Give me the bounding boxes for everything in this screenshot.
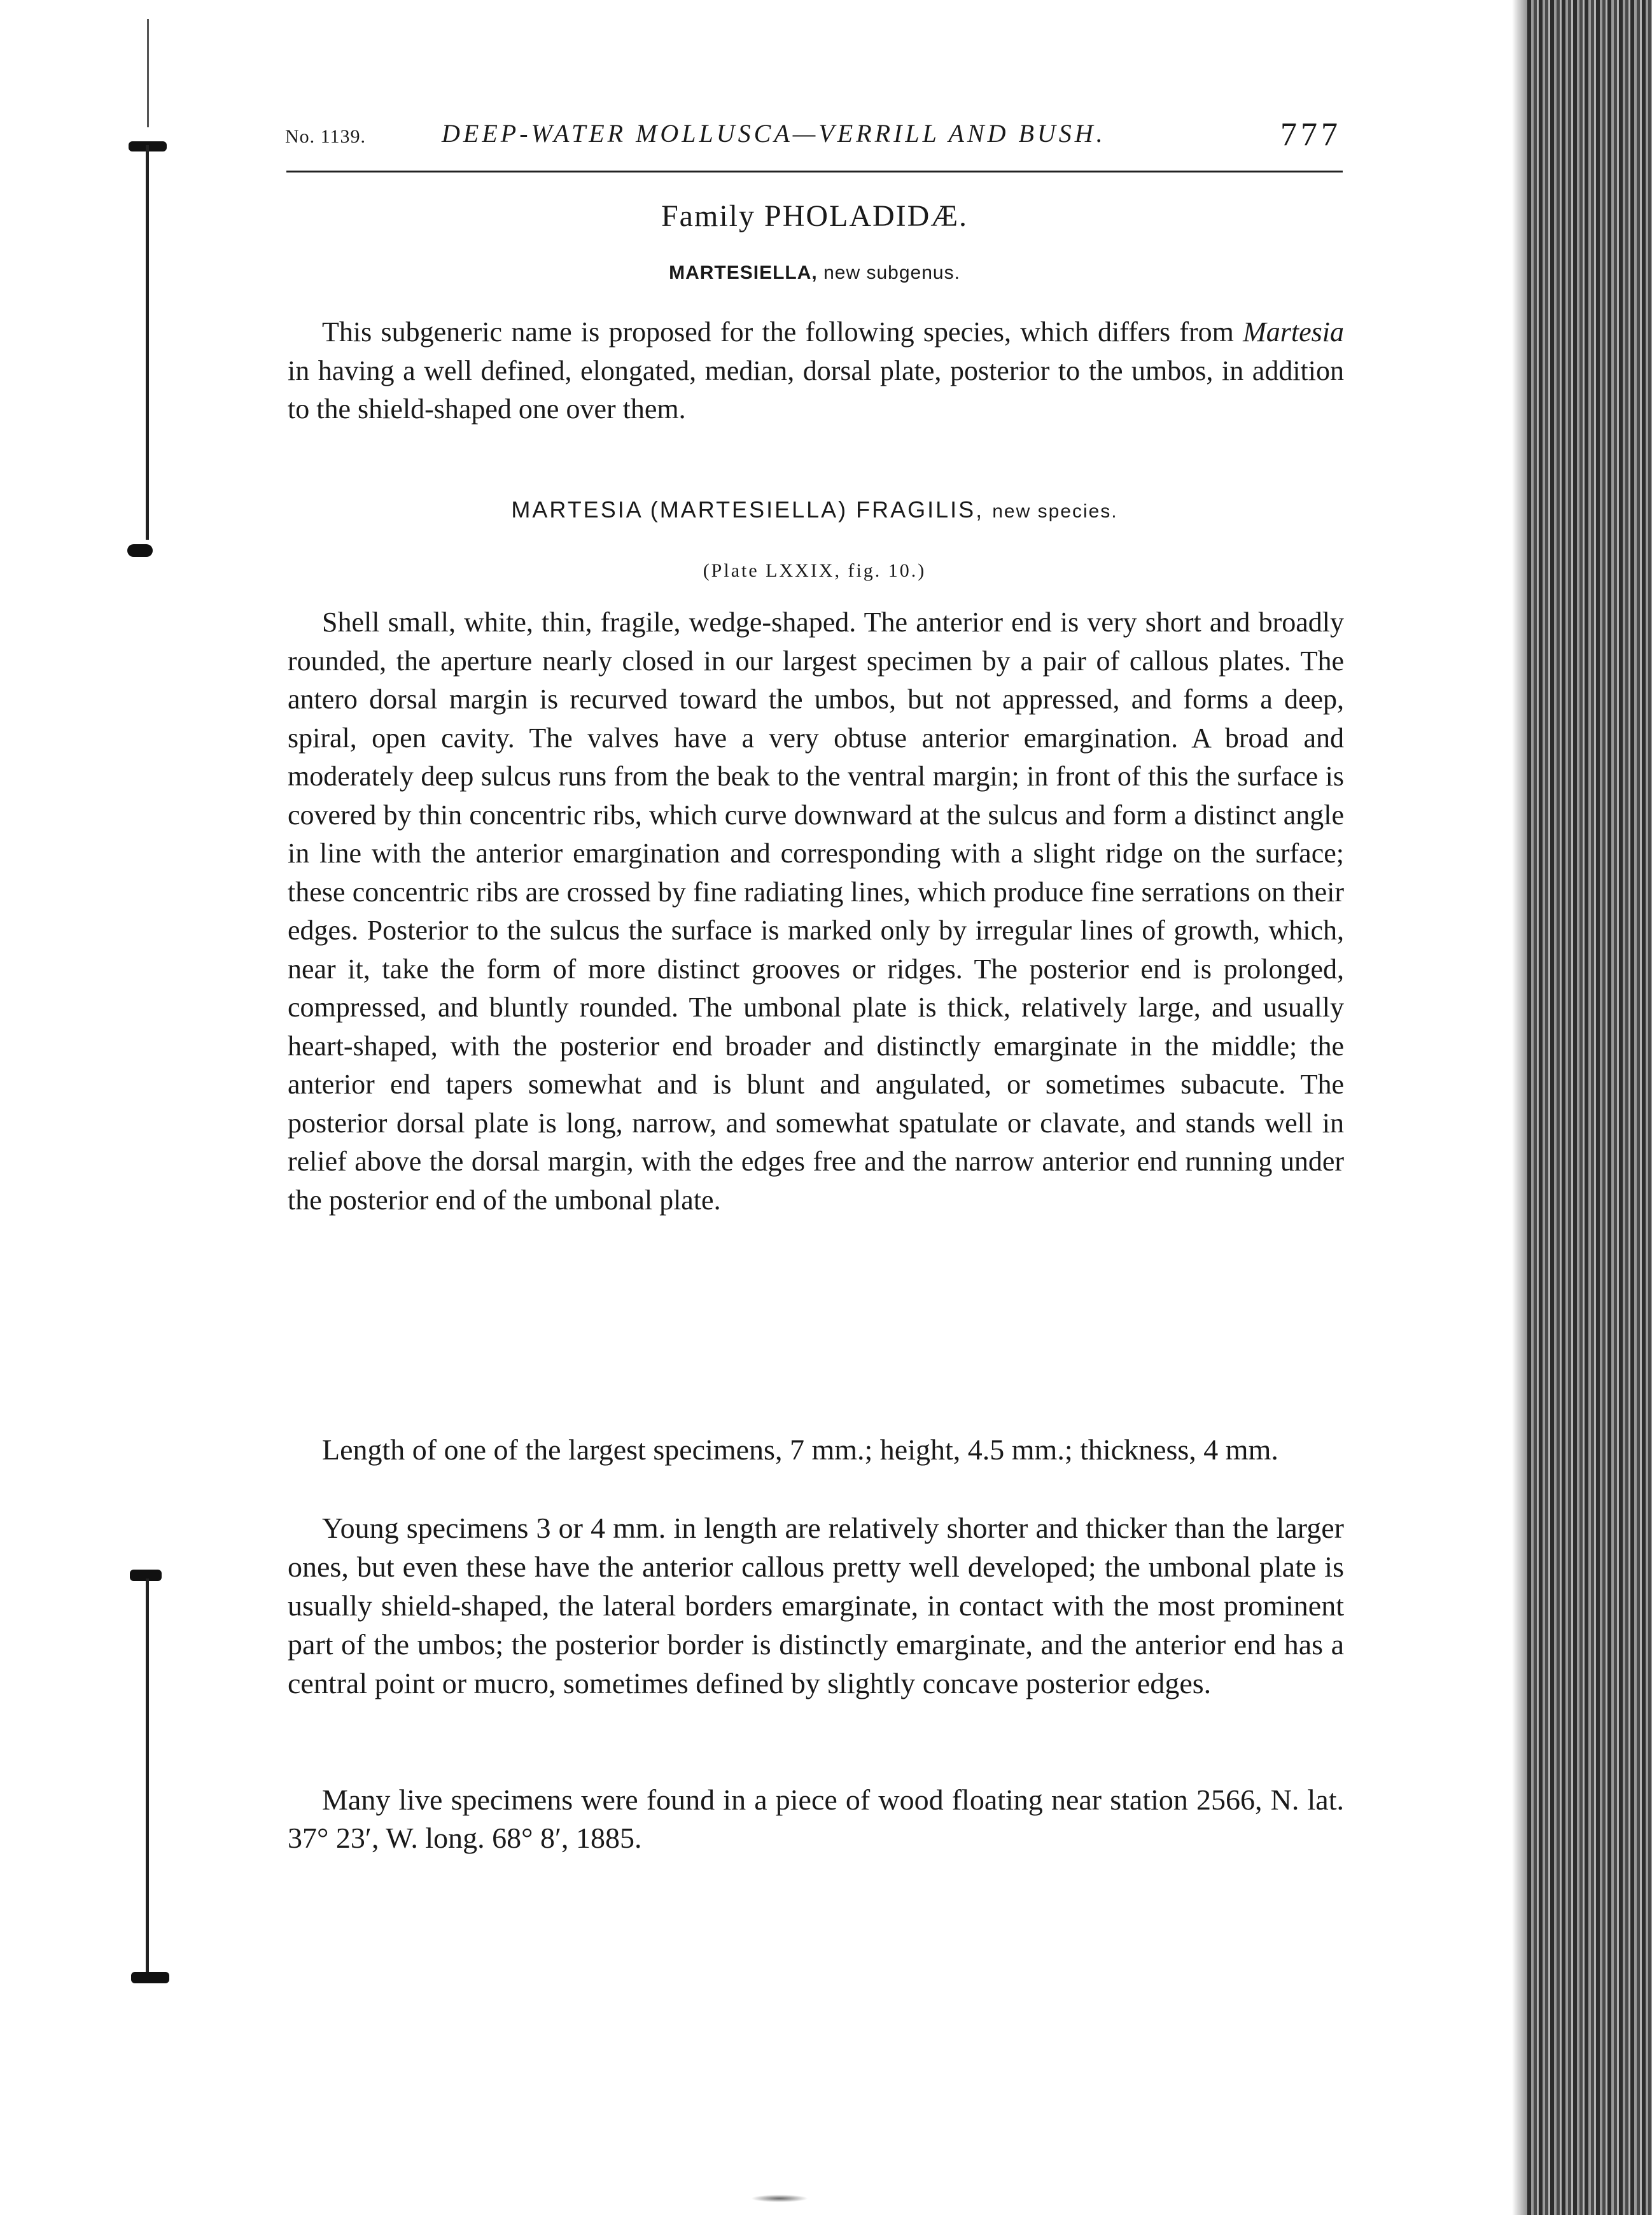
description-paragraph	[288, 603, 1344, 1220]
intro-text-start: This subgeneric name is proposed for the following species, which differs from	[322, 316, 1234, 348]
intro-paragraph	[288, 313, 1344, 429]
plate-reference: (Plate LXXIX, fig. 10.)	[703, 560, 927, 581]
binding-stitch-mark	[127, 544, 153, 557]
page-gutter-shadow	[1512, 0, 1527, 2215]
intro-text-end: in having a well defined, elongated, median, dorsal plate, posterior to the umbos, in addition to the shield-shaped one over them.	[288, 355, 1344, 425]
subgenus-heading	[286, 262, 1343, 284]
young-specimens-text: Young specimens 3 or 4 mm. in length are relatively shorter and thicker than the larger ones, but even these have the anterior callous pretty well developed; the umbonal plate is usually shield-shaped, the lateral borders emarginate, in contact with the most prominent part of the umbos; the posterior border is distinctly emarginate, and the anterior end has a central point or mucro, sometimes defined by slightly concave posterior edges.	[288, 1512, 1344, 1699]
family-heading: Family PHOLADIDÆ.	[661, 199, 968, 233]
young-specimens-paragraph	[288, 1508, 1344, 1703]
measurements-text: Length of one of the largest specimens, 7 mm.; height, 4.5 mm.; thickness, 4 mm.	[322, 1433, 1278, 1466]
species-heading	[286, 496, 1343, 523]
page-number: 777	[1280, 116, 1341, 153]
measurements-paragraph	[288, 1431, 1344, 1469]
binding-thread-line	[147, 19, 149, 127]
subgenus-note: new subgenus.	[823, 262, 960, 283]
description-text: Shell small, white, thin, fragile, wedge-shaped. The anterior end is very short and broadly rounded, the aperture nearly closed in our largest specimen by a pair of callous plates. The antero dorsal margin is recurved toward the umbos, but not appressed, and forms a deep, spiral, open cavity. The valves have a very obtuse anterior emargination. A broad and moderately deep sulcus runs from the beak to the ventral margin; in front of this the surface is covered by thin concentric ribs, which curve downward at the sulcus and form a distinct angle in line with the anterior emargination and corresponding with a slight ridge on the surface; these concentric ribs are crossed by fine radiating lines, which produce fine serrations on their edges. Posterior to the sulcus the surface is marked only by irregular lines of growth, which, near it, take the form of more distinct grooves or ridges. The posterior end is prolonged, compressed, and bluntly rounded. The umbonal plate is thick, relatively large, and usually heart-shaped, with the posterior end broader and distinctly emarginate in the middle; the anterior end tapers somewhat and is blunt and angulated, or sometimes subacute. The posterior dorsal plate is long, narrow, and somewhat spatulate or clavate, and stands well in relief above the dorsal margin, with the edges free and the narrow anterior end running under the posterior end of the umbonal plate.	[288, 607, 1344, 1216]
locality-text: Many live specimens were found in a piece of wood floating near station 2566, N. lat. 37° 23′, W. long. 68° 8′, 1885.	[288, 1783, 1344, 1854]
subgenus-name: MARTESIELLA,	[669, 262, 818, 283]
species-name: MARTESIA (MARTESIELLA) FRAGILIS,	[511, 496, 984, 523]
running-title: DEEP-WATER MOLLUSCA—VERRILL AND BUSH.	[442, 119, 1106, 148]
binding-thread-line	[146, 1579, 149, 1979]
species-note: new species.	[992, 501, 1118, 522]
scan-smudge	[751, 2195, 808, 2202]
series-number: No. 1139.	[285, 126, 367, 147]
binding-stitch-mark	[131, 1972, 169, 1983]
header-rule	[286, 171, 1343, 172]
binding-thread-line	[146, 145, 149, 540]
locality-paragraph	[288, 1781, 1344, 1857]
genus-name: Martesia	[1243, 316, 1344, 348]
running-header	[285, 118, 1341, 163]
book-page-edges	[1527, 0, 1652, 2215]
